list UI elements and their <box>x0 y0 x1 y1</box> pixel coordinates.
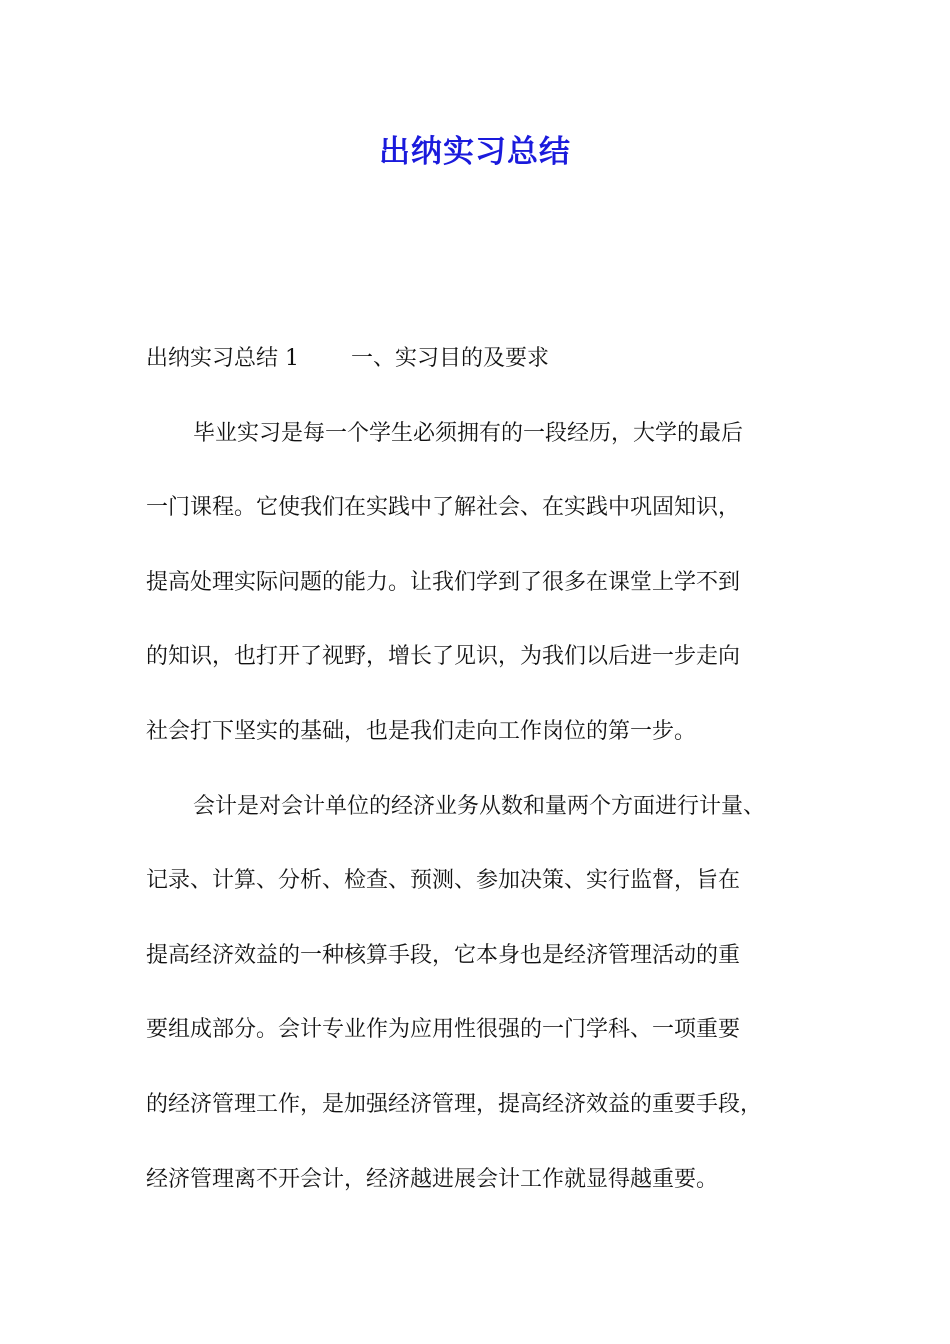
paragraph-line: 会计是对会计单位的经济业务从数和量两个方面进行计量、 <box>193 793 766 819</box>
paragraph-line: 一门课程。它使我们在实践中了解社会、在实践中巩固知识， <box>146 495 741 521</box>
section-label: 出纳实习总结 1 <box>146 346 299 371</box>
paragraph-line: 提高经济效益的一种核算手段，它本身也是经济管理活动的重 <box>146 942 741 968</box>
paragraph-line: 提高处理实际问题的能力。让我们学到了很多在课堂上学不到 <box>146 569 741 595</box>
paragraph-1 <box>146 411 826 784</box>
paragraph-line: 毕业实习是每一个学生必须拥有的一段经历，大学的最后 <box>193 420 744 446</box>
paragraph-2 <box>146 784 826 1232</box>
section-heading-line <box>146 336 826 411</box>
paragraph-line: 记录、计算、分析、检查、预测、参加决策、实行监督，旨在 <box>146 868 741 894</box>
paragraph-line: 的知识，也打开了视野，增长了见识，为我们以后进一步走向 <box>146 644 741 670</box>
section-heading: 一、实习目的及要求 <box>351 346 550 371</box>
paragraph-line: 经济管理离不开会计，经济越进展会计工作就显得越重要。 <box>146 1166 719 1192</box>
paragraph-line: 的经济管理工作，是加强经济管理，提高经济效益的重要手段， <box>146 1091 763 1117</box>
document-title: 出纳实习总结 <box>379 134 571 170</box>
paragraph-line: 要组成部分。会计专业作为应用性很强的一门学科、一项重要 <box>146 1017 741 1043</box>
document-body <box>146 336 826 1231</box>
paragraph-line: 社会打下坚实的基础，也是我们走向工作岗位的第一步。 <box>146 718 697 744</box>
